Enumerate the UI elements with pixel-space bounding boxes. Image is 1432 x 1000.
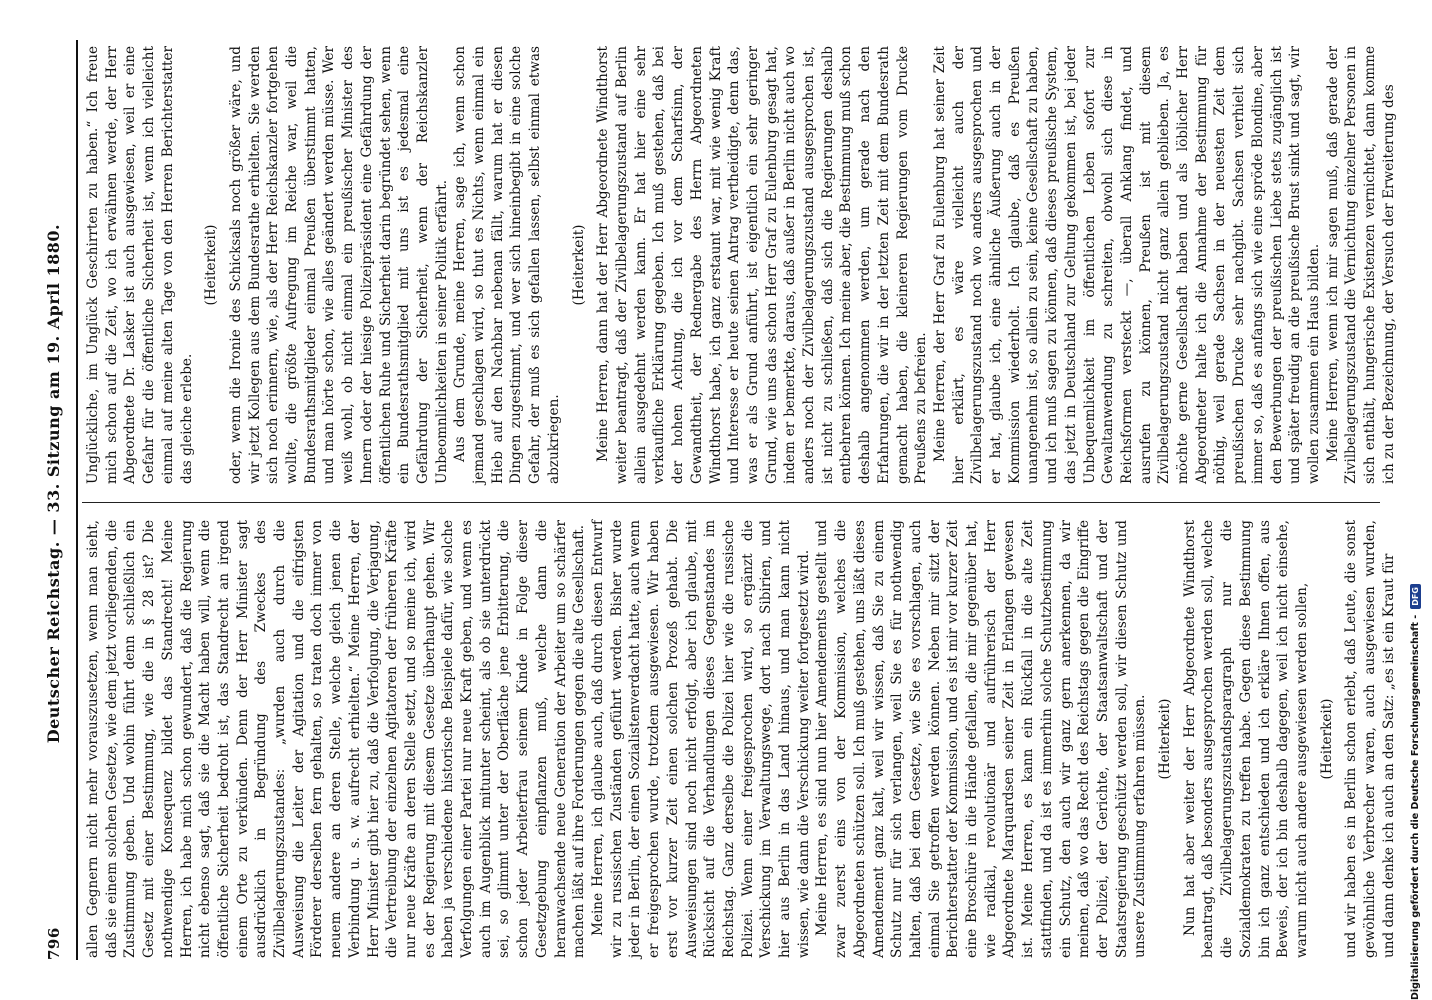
interjection: (Heiterkeit)	[203, 224, 220, 306]
dfg-logo: DFG	[1410, 584, 1421, 609]
page-title: Deutscher Reichstag. — 33. Sitzung am 19. April 1880.	[44, 223, 63, 744]
credit-text: Digitalisierung gefördert durch die Deutsche Forschungsgemeinschaft -	[1410, 614, 1421, 1000]
paragraph: und wir haben es in Berlin schon erlebt, daß Leute, die sonst gewöhnliche Verbrecher waren, auch ausgewiesen wurden, und dann denke ich auch an den Satz: „es ist ein Kraut für	[1343, 520, 1397, 958]
paragraph: allen Gegnern nicht mehr vorauszusetzen, wenn man sieht, daß sie einem solchen Gesetze, wie dem jetzt vorliegenden, die Zustimmung geben. Und wohin führt denn schließlich ein Gesetz mit einer Bestimmung, wie die in § 28 ist? Die nothwendige Konsequenz bildet das Standrecht! Meine Herren, ich habe mich schon gewundert, daß die Regierung nicht ebenso sagt, daß sie die Macht haben will, wenn die öffentliche Sicherheit bedroht ist, das Standrecht an irgend einem Orte zu verkünden. Denn der Herr Minister sagt ausdrücklich in Begründung des Zweckes des Zivilbelagerungszustandes: „wurden auch durch die Ausweisung die Leiter der Agitation und die eifrigsten Förderer derselben fern gehalten, so traten doch immer von neuem andere an deren Stelle, welche gleich jenen die Verbindung u. s. w. aufrecht erhielten.“ Meine Herren, der Herr Minister gibt hier zu, daß die Verfolgung, die Verjagung, die Vertreibung der einzelnen Agitatoren der früheren Kräfte nur neue Kräfte an deren Stelle setzt, und so meine ich, wird es der Regierung mit diesem Gesetze überhaupt gehen. Wir haben ja verschiedene historische Beispiele dafür, wie solche Verfolgungen einer Partei nur neue Kraft geben, und wenn es auch im Augenblick mitunter scheint, als ob sie unterdrückt sei, so glimmt unter der Oberfläche jene Erbitterung, die schon jeder Arbeiterfrau seinem Kinde in Folge dieser Gesetzgebung einpflanzen muß, welche dann die heranwachsende neue Generation der Arbeiter um so schärfer machen läßt auf ihre Forderungen gegen die alte Gesellschaft.	[85, 520, 588, 958]
column-divider	[82, 502, 1380, 503]
paragraph: Meine Herren, dann hat der Herr Abgeordnete Windthorst weiter beantragt, daß der Zivilbelagerungszustand auf Berlin allein ausgedehnt werden kann. Er hat hier eine sehr verkaufliche Erklärung gegeben. Ich muß gestehen, daß bei der hohen Achtung, die ich vor dem Scharfsinn, der Gewandtheit, der Rednergabe des Herrn Abgeordneten Windthorst habe, ich ganz erstaunt war, mit wie wenig Kraft und Interesse er heute seinen Antrag vertheidigte, denn das, was er als Grund anführt, ist eigentlich ein sehr geringer Grund, wie uns das schon Herr Graf zu Eulenburg gesagt hat, indem er bemerkte, daraus, daß außer in Berlin nicht auch wo anders noch der Zivilbelagerungszustand ausgesprochen ist, ist nicht zu schließen, daß sich die Regierungen deshalb entbehren können. Ich meine aber, die Bestimmung muß schon deshalb angenommen werden, um gerade nach den Erfahrungen, die wir in der letzten Zeit mit dem Bundesrath gemacht haben, die kleineren Regierungen vom Drucke Preußens zu befreien.	[595, 46, 930, 484]
paragraph: Unglückliche, im Unglück Geschirrten zu haben.“ Ich freue mich schon auf die Zeit, wo ich erwähnen werde, der Herr Abgeordnete Dr. Lasker ist auch ausgewiesen, weil er eine Gefahr für die öffentliche Sicherheit ist, wenn ich vielleicht einmal auf meine alten Tage von den Herren Berichterstatter das gleiche erlebe.	[85, 46, 195, 484]
digitization-credit	[1410, 0, 1421, 1000]
paragraph: Aus dem Grunde, meine Herren, sage ich, wenn schon jemand geschlagen wird, so thut es Nichts, wenn einmal ein Hieb auf den Nachbar nebenan fällt, warum hat er diesen Dingen zugestimmt, und wer sich hineinbegibt in eine solche Gefahr, der muß es sich gefallen lassen, selbst einmal etwas abzukriegen.	[452, 46, 562, 484]
left-column	[84, 520, 1399, 958]
page-number: 796	[45, 927, 63, 960]
paragraph: Nun hat aber weiter der Herr Abgeordnete Windthorst beantragt, daß besonders ausgesprochen werden soll, welche die Zivilbelagerungszustandsparagraph nur die Sozialdemokraten zu treffen habe. Gegen diese Bestimmung bin ich ganz entschieden und ich erkläre Ihnen offen, aus Beweis, der ich bin deshalb dagegen, weil ich nicht einsehe, warum nicht auch andere ausgewiesen werden sollen,	[1181, 520, 1310, 958]
paragraph: Meine Herren, wenn ich mir sagen muß, daß gerade der Zivilbelagerungszustand die Vernichtung einzelner Personen in sich enthält, hungerische Existenzen vernichtet, dann komme ich zu der Bezeichnung, der Versuch der Erweiterung des	[1324, 46, 1397, 484]
paragraph: Meine Herren, ich glaube auch, daß durch diesen Entwurf wir zu russischen Zuständen geführt werden. Bisher wurde jeder in Berlin, der einen Sozialistenverdacht hatte, auch wenn er freigesprochen wurde, trotzdem ausgewiesen. Wir haben erst vor kurzer Zeit einen solchen Prozeß gehabt. Die Ausweisungen sind noch nicht erfolgt, aber ich glaube, mit Rücksicht auf die Verhandlungen dieses Gegenstandes im Reichstag. Ganz derselbe die Polizei hier wie die russische Polizei. Wenn einer freigesprochen wird, so ergänzt die Verschickung im Verwaltungswege, dort nach Sibirien, und hier aus Berlin in das Land hinaus, und man kann nicht wissen, wie dann die Verschickung weiter fortgesetzt wird.	[589, 520, 812, 958]
interjection: (Heiterkeit)	[1318, 698, 1335, 780]
page-header	[44, 40, 74, 960]
paragraph: oder, wenn die Ironie des Schicksals noch größer wäre, und wir jetzt Kollegen aus dem Bundesrathe erhielten. Sie werden sich noch erinnern, wie, als der Herr Reichskanzler fortgehen wollte, die größte Aufregung im Reiche war, weil die Bundesrathsmitglieder einmal Preußen überstimmt hatten, und man hörte schon, wie alles geändert werden müsse. Wer weiß wohl, ob nicht einmal ein preußischer Minister des Innern oder der hiesige Polizeipräsident eine Gefährdung der öffentlichen Ruhe und Sicherheit darin begründet sehen, wenn ein Bundesrathsmitglied mit uns ist es jedesmal eine Gefährdung der Sicherheit, wenn der Reichskanzler Unbeomnlichkeiten in seiner Politik erfährt.	[227, 46, 450, 484]
paragraph: Meine Herren, es sind nun hier Amendements gestellt und zwar zuerst eins von der Kommission, welches die Abgeordneten schützen soll. Ich muß gestehen, uns läßt dieses Amendement ganz kalt, weil wir wissen, daß Sie zu einem Schutz nur für sich verlangen, weil Sie es für nothwendig halten, daß bei dem Gesetze, wie Sie es vorschlagen, auch einmal Sie getroffen werden können. Neben mir sitzt der Berichterstatter der Kommission, und es ist mir vor kurzer Zeit eine Broschüre in die Hände gefallen, die mir gegenüber hat, wie radikal, revolutionär und aufrührerisch der Herr Abgeordnete Marquardsen seiner Zeit in Erlangen gewesen ist. Meine Herren, es kann ein Rückfall in die alte Zeit stattfinden, und da ist es immerhin solche Schutzbestimmung ein Schutz, den auch wir ganz gern anerkennen, da wir meinen, daß wo das Recht des Reichstags gegen die Eingriffe der Polizei, der Gerichte, der Staatsanwaltschaft und der Staatsregierung geschützt werden soll, wir diesen Schutz und unsere Zustimmung erfahren müssen.	[814, 520, 1149, 958]
interjection: (Heiterkeit)	[570, 224, 587, 306]
header-rule	[76, 40, 78, 960]
paragraph: Meine Herren, der Herr Graf zu Eulenburg hat seiner Zeit hier erklärt, es wäre vielleicht auch der Zivilbelagerungszustand noch wo anders ausgesprochen und er hat, glaube ich, eine ähnliche Äußerung auch in der Kommission wiederholt. Ich glaube, daß es Preußen unangenehm ist, so allein zu sein, keine Gesellschaft zu haben, und ich muß sagen zu können, daß dieses preußische System, das jetzt in Deutschland zur Geltung gekommen ist, bei jeder Unbequemlichkeit im öffentlichen Leben sofort zur Gewaltanwendung zu schreiten, obwohl sich diese in Reichsformen versteckt —, überall Anklang findet, und ausrufen zu können, Preußen ist mit diesem Zivilbelagerungszustand nicht ganz allein geblieben. Ja, es möchte gerne Gesellschaft haben und als löblicher Herr Abgeordneter halte ich die Annahme der Bestimmung für nöthig, weil gerade Sachsen in der neuesten Zeit dem preußischen Drucke sehr nachgibt. Sachsen verhielt sich immer so, daß es anfangs sich wie eine spröde Blondine, aber den Bewerbungen der preußischen Liebe stets zugänglich ist und später freudig an die preußische Brust sinkt und sagt, wir wollen zusammen ein Haus bilden.	[931, 46, 1322, 484]
right-column	[84, 46, 1399, 484]
interjection: (Heiterkeit)	[1157, 698, 1174, 780]
